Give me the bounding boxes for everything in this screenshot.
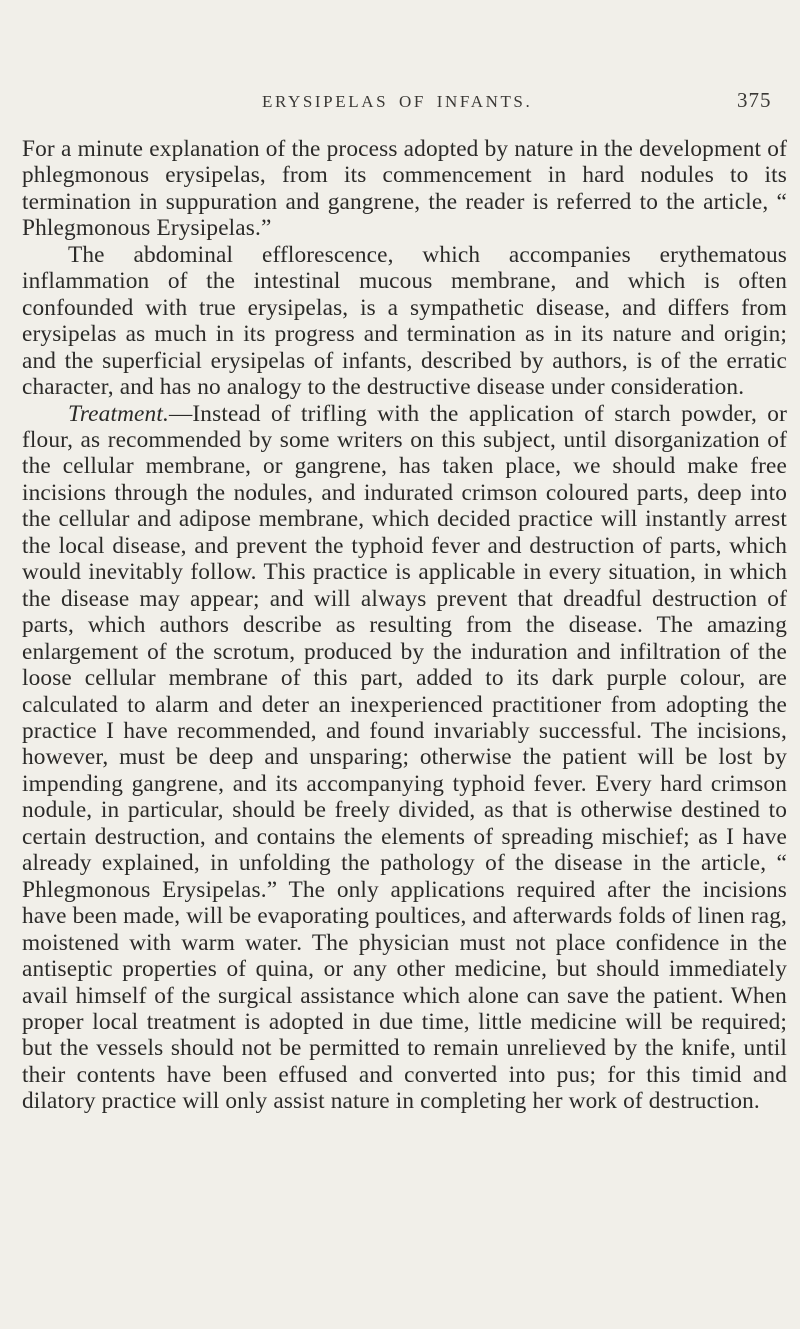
section-heading: Treatment. [68, 400, 169, 427]
running-title: ERYSIPELAS OF INFANTS. [262, 92, 533, 111]
page-number: 375 [737, 88, 772, 112]
paragraph [22, 136, 787, 242]
paragraph-text: For a minute explanation of the process adopted by nature in the development of phlegmonous erysipelas, from its commencement in hard nodules to its termination in suppuration and gangrene, the reader is referred to the article, “ Phlegmonous Erysipelas.” [22, 136, 787, 242]
paragraph-text: —Instead of trifling with the application of starch powder, or flour, as recommended by some writers on this subject, until disorganization of the cellular membrane, or gangrene, has taken place, we should make free incisions through the nodules, and indurated crimson coloured parts, deep into the cellular and adipose membrane, which decided practice will instantly arrest the local disease, and prevent the typhoid fever and destruction of parts, which would inevitably follow. This practice is applicable in every situation, in which the disease may appear; and will always prevent that dreadful destruction of parts, which authors describe as resulting from the disease. The amazing enlargement of the scrotum, produced by the induration and infiltration of the loose cellular membrane of this part, added to its dark purple colour, are calculated to alarm and deter an inexperienced practitioner from adopting the practice I have recommended, and found invariably successful. The incisions, however, must be deep and unsparing; otherwise the patient will be lost by impending gangrene, and its accompanying typhoid fever. Every hard crimson nodule, in particular, should be freely divided, as that is otherwise destined to certain destruction, and contains the elements of spreading mischief; as I have already explained, in unfolding the pathology of the disease in the article, “ Phlegmonous Erysipelas.” The only applications required after the incisions have been made, will be evaporating poultices, and afterwards folds of linen rag, moistened with warm water. The physician must not place confidence in the antiseptic properties of quina, or any other medicine, but should immediately avail himself of the surgical assistance which alone can save the patient. When proper local treatment is adopted in due time, little medicine will be required; but the vessels should not be permitted to remain unrelieved by the knife, until their contents have been effused and converted into pus; for this timid and dilatory practice will only assist nature in completing her work of destruction. [22, 400, 787, 1115]
paragraph [22, 401, 787, 1115]
paragraph-text: The abdominal efflorescence, which accompanies erythematous inflammation of the intestinal mucous membrane, and which is often confounded with true erysipelas, is a sympathetic disease, and differs from erysipelas as much in its progress and termination as in its nature and origin; and the superficial erysipelas of infants, described by authors, is of the erratic character, and has no analogy to the destructive disease under consideration. [22, 241, 787, 401]
body-text [22, 136, 787, 1115]
paragraph [22, 242, 787, 401]
